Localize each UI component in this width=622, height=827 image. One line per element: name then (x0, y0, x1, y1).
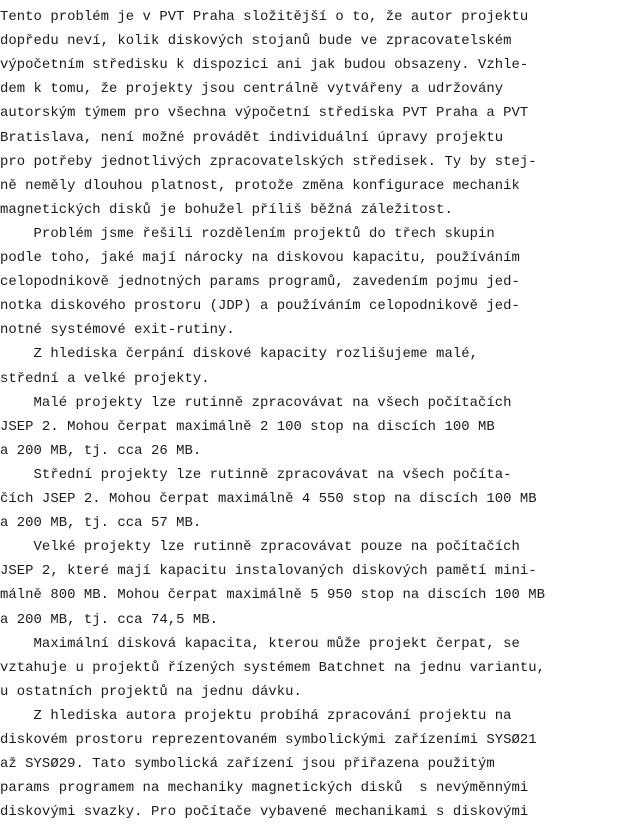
text-line: notné systémové exit-rutiny. (0, 322, 235, 339)
text-line: Problém jsme řešili rozdělením projektů do třech skupin (0, 225, 495, 242)
text-line: diskovými svazky. Pro počítače vybavené mechanikami s diskovými (0, 804, 529, 821)
text-line: diskovém prostoru reprezentovaném symbolickými zařízeními SYSØ21 (0, 732, 537, 748)
text-line: Z hlediska čerpání diskové kapacity rozlišujeme malé, (0, 346, 478, 363)
text-line: pro potřeby jednotlivých zpracovatelských středisek. Ty by stej- (0, 153, 537, 170)
text-line: JSEP 2. Mohou čerpat maximálně 2 100 stop na discích 100 MB (0, 418, 495, 435)
text-line: málně 800 MB. Mohou čerpat maximálně 5 950 stop na discích 100 MB (0, 587, 546, 604)
text-line: čích JSEP 2. Mohou čerpat maximálně 4 550 stop na discích 100 MB (0, 491, 537, 507)
text-line: Tento problém je v PVT Praha složitější o to, že autor projektu (0, 9, 529, 25)
text-line: a 200 MB, tj. cca 57 MB. (0, 515, 202, 532)
text-line: dopředu neví, kolik diskových stojanů bude ve zpracovatelském (0, 33, 512, 50)
text-line: ně neměly dlouhou platnost, protože změna konfigurace mechanik (0, 177, 520, 194)
text-line: Maximální disková kapacita, kterou může projekt čerpat, se (0, 635, 520, 652)
text-line: magnetických disků je bohužel příliš běžná záležitost. (0, 201, 453, 218)
text-line: celopodnikově jednotných params programů, zavedením pojmu jed- (0, 274, 520, 291)
text-line: JSEP 2, které mají kapacitu instalovaných diskových pamětí mini- (0, 563, 537, 580)
text-line: a 200 MB, tj. cca 26 MB. (0, 442, 202, 459)
text-line: a 200 MB, tj. cca 74,5 MB. (0, 611, 219, 628)
text-line: střední a velké projekty. (0, 370, 210, 387)
text-line: až SYSØ29. Tato symbolická zařízení jsou přiřazena použitým (0, 756, 495, 773)
text-line: u ostatních projektů na jednu dávku. (0, 683, 302, 700)
text-line: notka diskového prostoru (JDP) a používáním celopodnikově jed- (0, 298, 520, 315)
text-line: Bratislava, není možné provádět individuální úpravy projektu (0, 129, 504, 146)
text-line: Z hlediska autora projektu probíhá zpracování projektu na (0, 707, 512, 724)
text-line: výpočetním středisku k dispozici ani jak budou obsazeny. Vzhle- (0, 57, 529, 74)
text-line: Velké projekty lze rutinně zpracovávat pouze na počítačích (0, 539, 520, 556)
text-line: params programem na mechaniky magnetických disků s nevýměnnými (0, 780, 529, 797)
text-line: autorským týmem pro všechna výpočetní střediska PVT Praha a PVT (0, 105, 529, 122)
text-line: podle toho, jaké mají nárocky na diskovou kapacitu, používáním (0, 250, 520, 266)
text-line: dem k tomu, že projekty jsou centrálně vytvářeny a udržovány (0, 81, 504, 98)
text-line: Střední projekty lze rutinně zpracovávat na všech počíta- (0, 466, 512, 483)
text-line: Malé projekty lze rutinně zpracovávat na všech počítačích (0, 394, 512, 411)
text-line: vztahuje u projektů řízených systémem Batchnet na jednu variantu, (0, 659, 546, 676)
